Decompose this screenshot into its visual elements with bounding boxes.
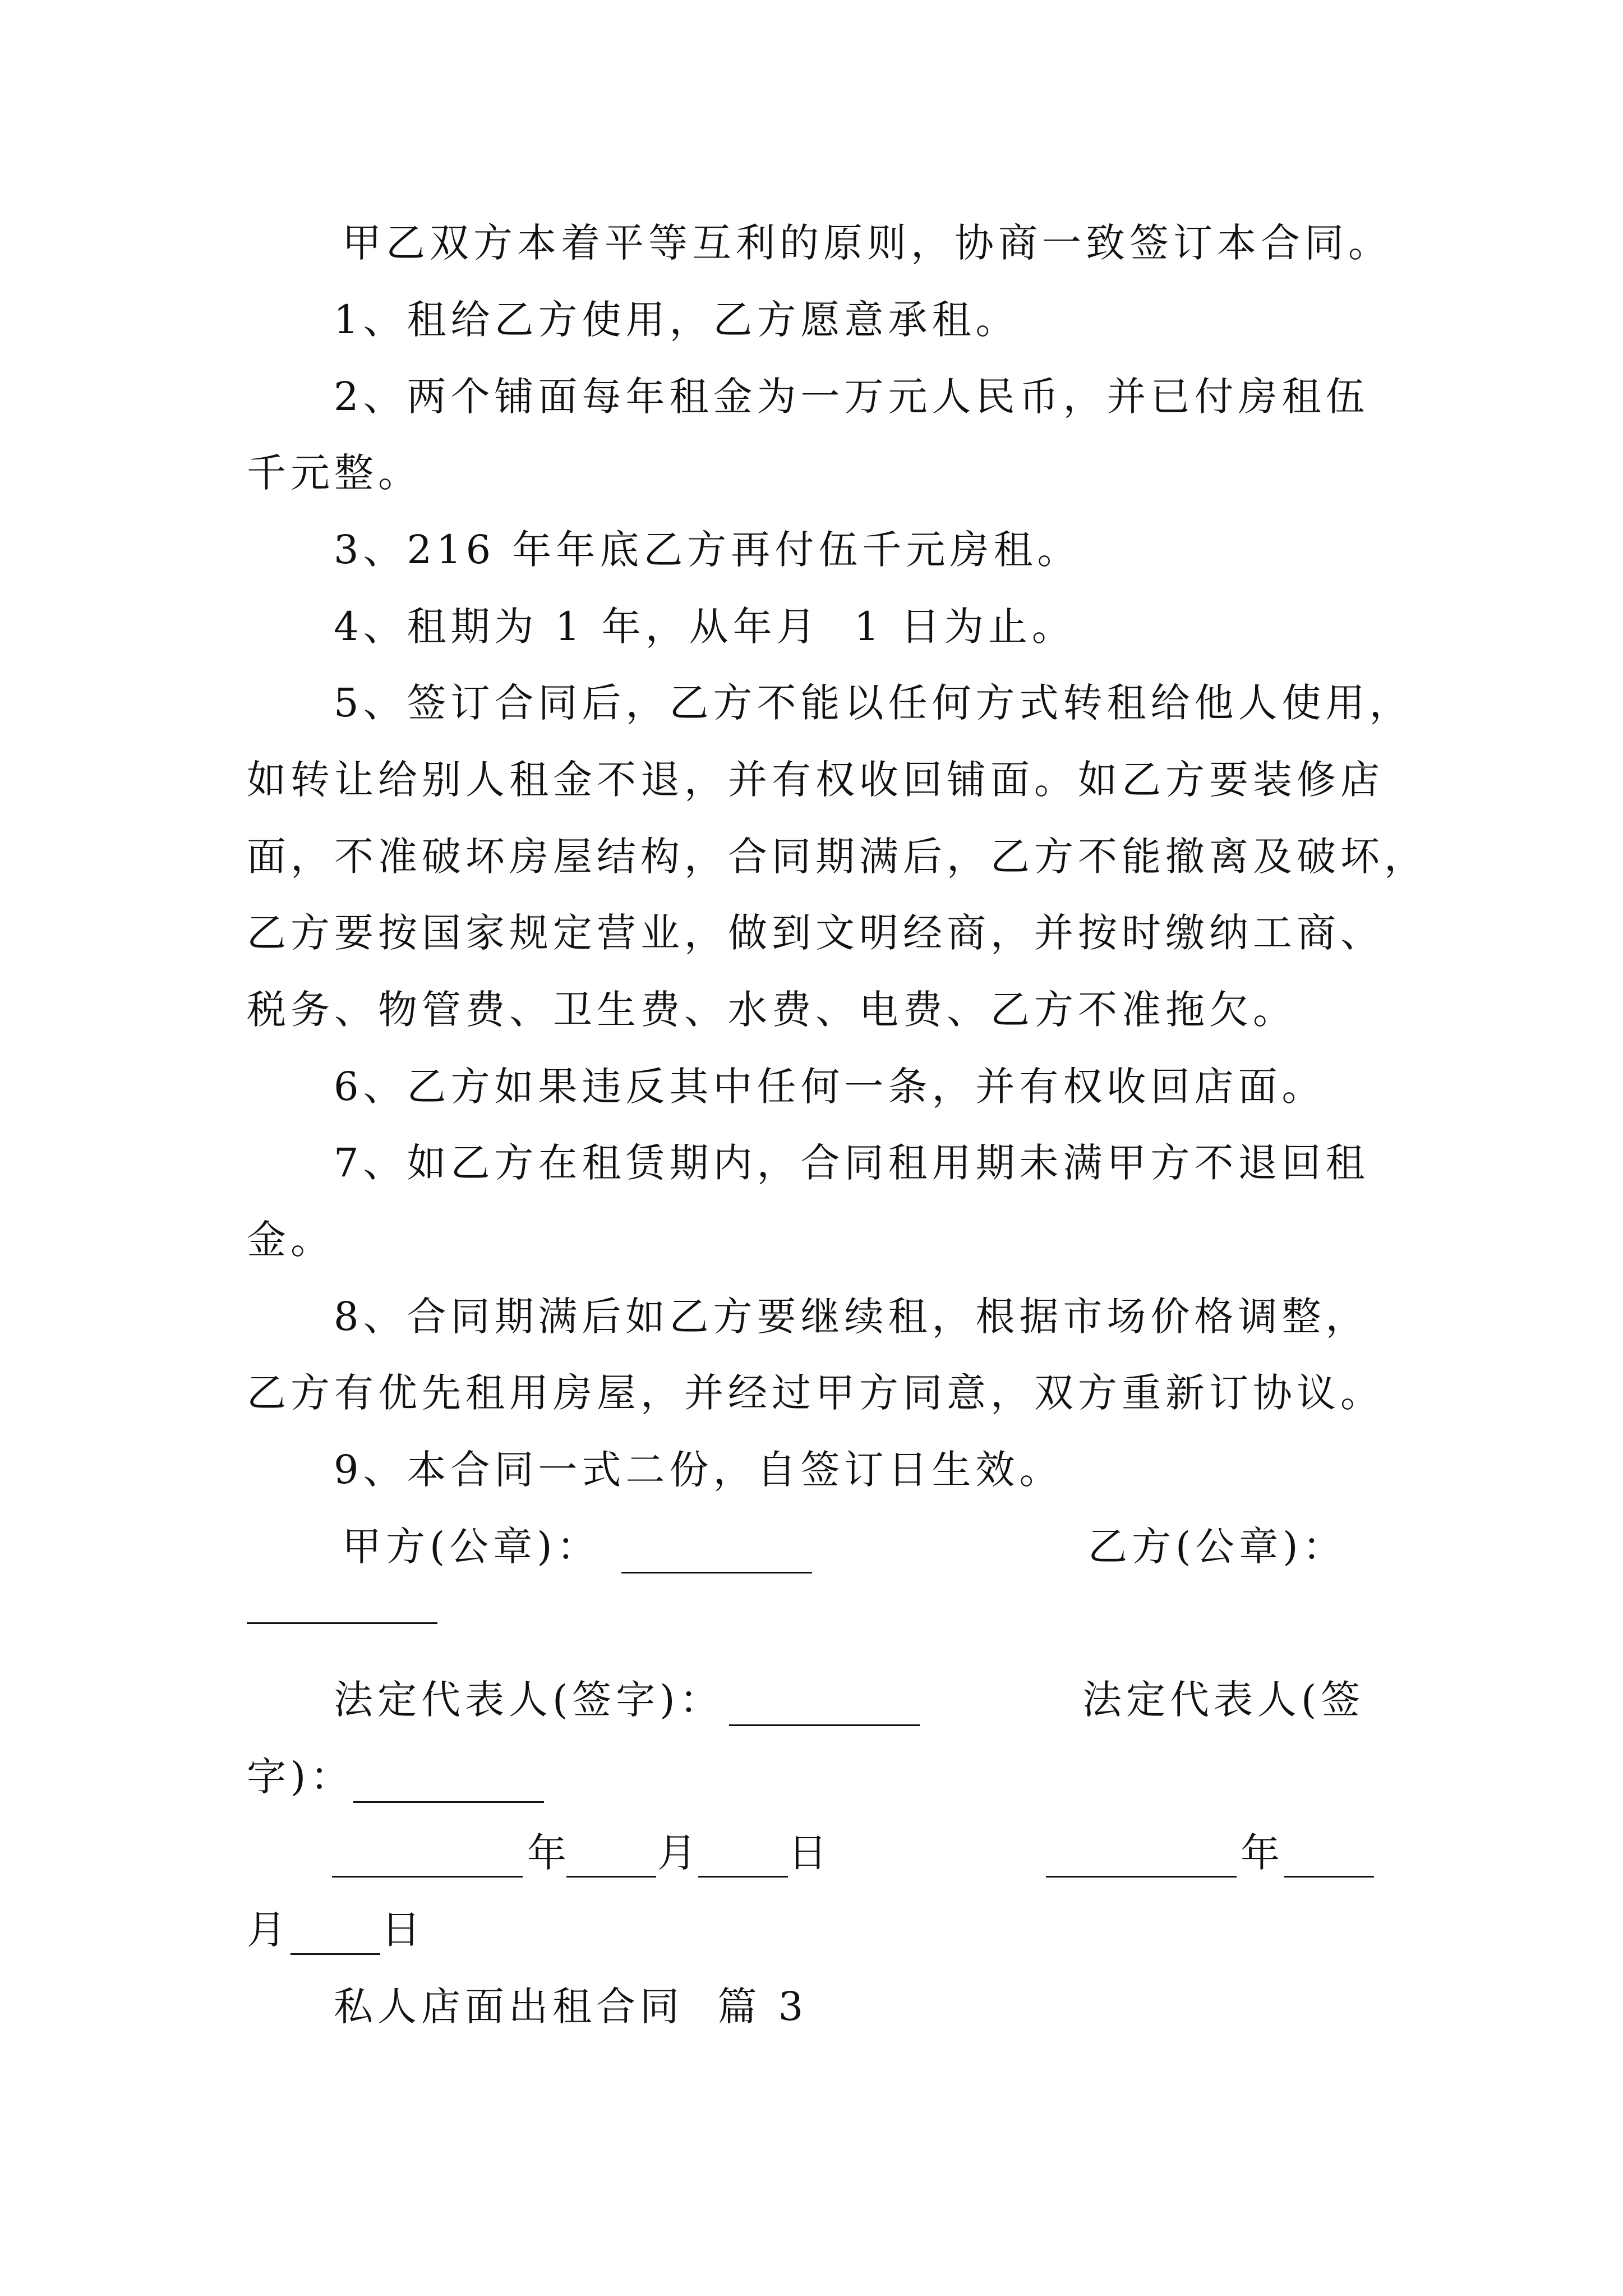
clause-5-line-1: 5、签订合同后，乙方不能以任何方式转租给他人使用， — [334, 680, 1413, 726]
clause-5-line-3: 面，不准破坏房屋结构，合同期满后，乙方不能撤离及破坏， — [247, 834, 1428, 880]
rep-b-sign-label-part2: 字)： — [247, 1754, 354, 1800]
rep-b-sign-label-part1: 法定代表人(签 — [1082, 1677, 1365, 1723]
date-b-month-label: 月 — [247, 1907, 291, 1953]
date-a-month-blank — [566, 1874, 656, 1878]
clause-5-line-2: 如转让给别人租金不退，并有权收回铺面。如乙方要装修店 — [247, 757, 1384, 803]
clause-6: 6、乙方如果违反其中任何一条，并有权收回店面。 — [334, 1064, 1326, 1110]
rep-a-sign-label: 法定代表人(签字)： — [334, 1677, 723, 1723]
rep-b-sign-blank — [353, 1799, 544, 1803]
clause-4: 4、租期为 1 年，从年月 1 日为止。 — [334, 604, 1076, 650]
date-b-year-label: 年 — [1241, 1830, 1284, 1876]
party-a-seal-label: 甲方(公章)： — [342, 1524, 601, 1570]
date-b-day-label: 日 — [381, 1907, 425, 1953]
date-a-day-blank — [698, 1874, 788, 1878]
clause-7-line-1: 7、如乙方在租赁期内，合同租用期未满甲方不退回租 — [334, 1140, 1370, 1186]
clause-8-line-2: 乙方有优先租用房屋，并经过甲方同意，双方重新订协议。 — [247, 1370, 1384, 1416]
party-b-seal-label: 乙方(公章)： — [1088, 1524, 1347, 1570]
next-contract-heading: 私人店面出租合同 篇 3 — [334, 1984, 808, 2030]
party-a-seal-blank — [621, 1570, 812, 1573]
clause-5-line-5: 税务、物管费、卫生费、水费、电费、乙方不准拖欠。 — [247, 987, 1297, 1033]
clause-5-line-4: 乙方要按国家规定营业，做到文明经商，并按时缴纳工商、 — [247, 910, 1384, 956]
clause-9: 9、本合同一式二份，自签订日生效。 — [334, 1447, 1063, 1493]
paragraph-intro: 甲乙双方本着平等互利的原则，协商一致签订本合同。 — [342, 220, 1392, 266]
clause-2-line-2: 千元整。 — [247, 450, 422, 496]
date-b-year-blank — [1046, 1874, 1237, 1878]
clause-8-line-1: 8、合同期满后如乙方要继续租，根据市场价格调整， — [334, 1294, 1370, 1340]
clause-7-line-2: 金。 — [247, 1217, 334, 1263]
date-a-month-label: 月 — [657, 1830, 701, 1876]
date-a-year-blank — [332, 1874, 523, 1878]
clause-3: 3、216 年年底乙方再付伍千元房租。 — [334, 527, 1081, 573]
clause-1: 1、租给乙方使用，乙方愿意承租。 — [334, 297, 1020, 343]
clause-2-line-1: 2、两个铺面每年租金为一万元人民币，并已付房租伍 — [334, 374, 1370, 420]
party-b-seal-blank — [247, 1620, 437, 1624]
date-a-day-label: 日 — [788, 1830, 832, 1876]
rep-a-sign-blank — [729, 1722, 920, 1726]
date-a-year-label: 年 — [527, 1830, 571, 1876]
date-b-day-blank — [291, 1951, 380, 1955]
date-b-month-blank — [1284, 1874, 1374, 1878]
